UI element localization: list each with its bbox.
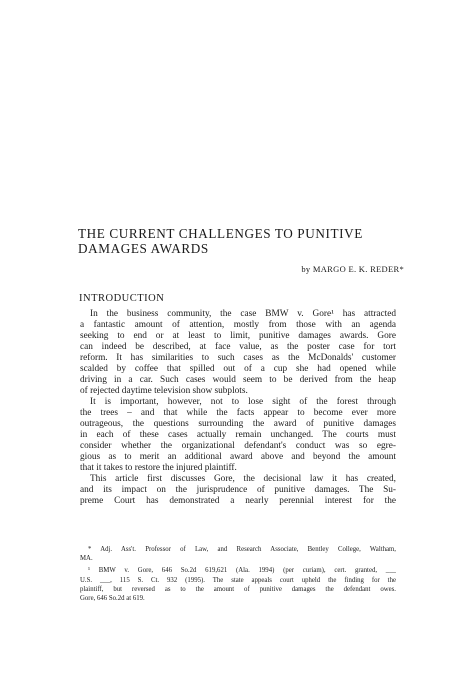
footnote-2 bbox=[80, 566, 396, 603]
footnote-line: plaintiff, but reversed as to the amount of punitive damages the defendant owes. bbox=[80, 585, 396, 593]
footnote-line: U.S. ___, 115 S. Ct. 932 (1995). The state appeals court upheld the finding for the bbox=[80, 576, 396, 584]
body-line: seeking to end or at least to limit, punitive damages awards. Gore bbox=[80, 331, 396, 341]
footnote-line: ¹ BMW v. Gore, 646 So.2d 619,621 (Ala. 1994) (per curiam), cert. granted, ___ bbox=[88, 567, 396, 575]
body-line: of rejected daytime television show subplots. bbox=[80, 386, 248, 396]
article-title bbox=[78, 226, 408, 256]
body-line: and its impact on the jurisprudence of punitive damages. The Su- bbox=[80, 485, 396, 495]
body-line: reform. It has similarities to such cases as the McDonalds' customer bbox=[80, 353, 396, 363]
body-line: the trees – and that while the facts appear to become ever more bbox=[80, 408, 396, 418]
body-line: In the business community, the case BMW v. Gore¹ has attracted bbox=[90, 309, 396, 319]
body-line: a fantastic amount of attention, mostly from those with an agenda bbox=[80, 320, 396, 330]
body-text bbox=[80, 309, 396, 507]
footnote-1 bbox=[80, 545, 396, 563]
body-line: gious as to merit an additional award above and beyond the amount bbox=[80, 452, 396, 462]
footnote-line: * Adj. Ass't. Professor of Law, and Research Associate, Bentley College, Waltham, bbox=[88, 546, 396, 553]
article-author: by MARGO E. K. REDER* bbox=[301, 264, 404, 274]
footnote-line: MA. bbox=[80, 555, 93, 563]
footnote-line: Gore, 646 So.2d at 619. bbox=[80, 594, 145, 602]
body-line: in each of these cases actually remain unchanged. The courts must bbox=[80, 430, 396, 440]
body-line: consider whether the organizational defendant's conduct was so egre- bbox=[80, 441, 396, 451]
body-line: can indeed be described, at face value, as the poster case for tort bbox=[80, 342, 396, 352]
body-line: that it takes to restore the injured plaintiff. bbox=[80, 463, 237, 473]
section-heading-introduction: INTRODUCTION bbox=[79, 293, 165, 304]
body-line: This article first discusses Gore, the decisional law it has created, bbox=[90, 474, 396, 484]
body-line: preme Court has demonstrated a nearly perennial interest for the bbox=[80, 496, 396, 506]
body-line: outrageous, the questions surrounding the award of punitive damages bbox=[80, 419, 396, 429]
body-line: driving in a car. Such cases would seem to be derived from the heap bbox=[80, 375, 396, 385]
article-title-line-2: DAMAGES AWARDS bbox=[78, 241, 209, 256]
body-line: It is important, however, not to lose sight of the forest through bbox=[90, 397, 396, 407]
article-title-line-1: THE CURRENT CHALLENGES TO PUNITIVE bbox=[78, 226, 363, 241]
footnotes bbox=[80, 545, 396, 606]
body-line: scalded by coffee that spilled out of a cup she had opened while bbox=[80, 364, 396, 374]
